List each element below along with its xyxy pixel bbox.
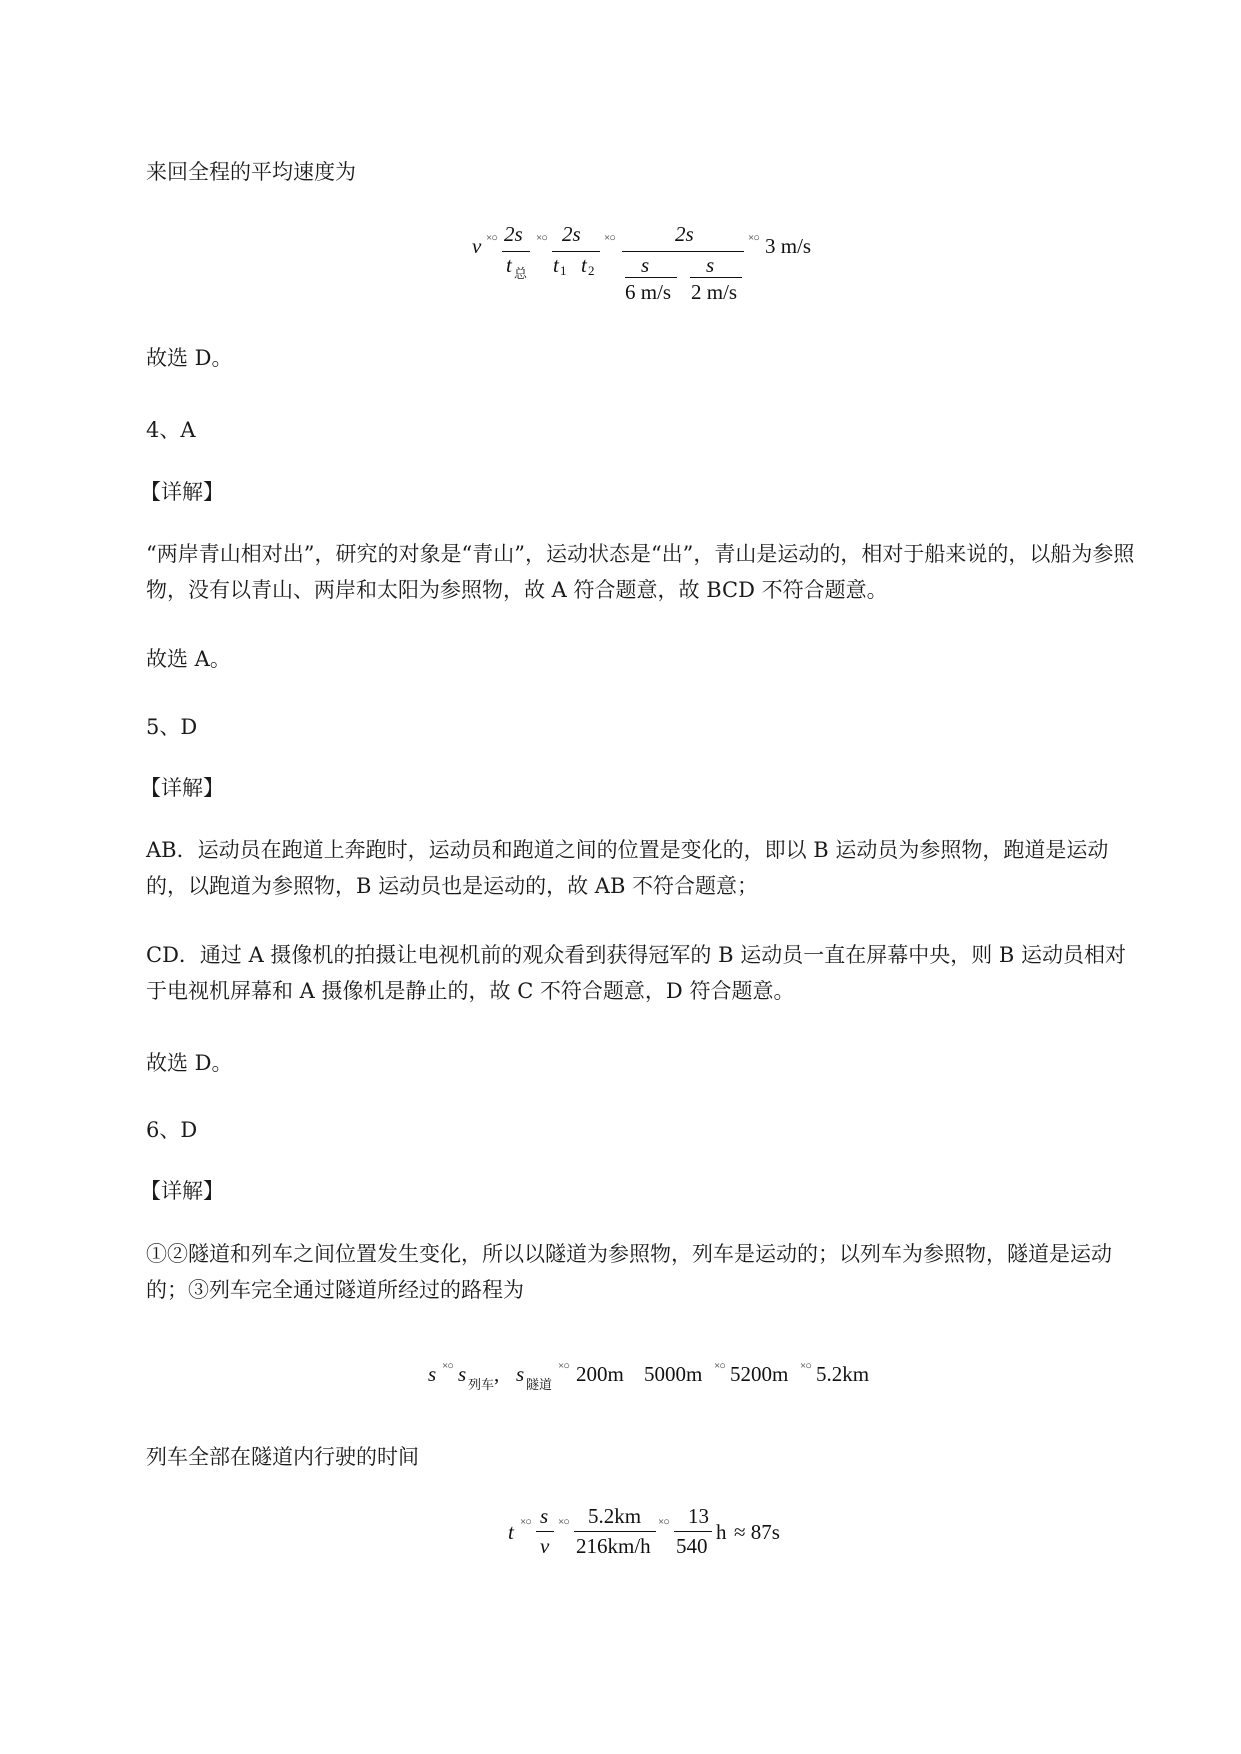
equation-average-speed [470,220,830,304]
eq1-s-2: s [706,253,715,277]
eq1-t1-sub: 1 [560,263,567,278]
eq1-bar-3b [690,277,742,278]
eq3-num: 5.2km [588,1504,642,1528]
text-intro-average-speed: 来回全程的平均速度为 [146,160,356,184]
eq3-junk-3: ×○ [658,1516,669,1528]
eq1-junk-3: ×○ [604,232,615,244]
eq3-bar-1 [536,1531,554,1532]
eq1-bar-2 [552,251,600,252]
equation-distance [428,1358,888,1398]
equation-time [508,1502,808,1572]
eq3-t: t [508,1520,514,1544]
eq1-junk-4: ×○ [748,232,759,244]
eq1-junk-1: ×○ [486,232,497,244]
answer-4: 4、A [146,418,196,442]
eq2-s: s [428,1362,437,1386]
eq3-frac-den: 540 [676,1534,708,1558]
eq3-den: 216km/h [576,1534,651,1558]
text-question-6-detail: ①②隧道和列车之间位置发生变化，所以以隧道为参照物，列车是运动的；以列车为参照物，隧道是运动的；③列车完全通过隧道所经过的路程为 [146,1242,1112,1302]
eq1-den-1: 6 m/s [625,280,672,304]
eq2-s-tunnel: s [516,1362,525,1386]
eq2-value-4: 5.2km [816,1362,870,1386]
detail-heading-4: 【详解】 [140,480,224,504]
eq2-junk-2: ×○ [558,1360,569,1372]
detail-heading-5: 【详解】 [140,776,224,800]
eq3-h: h [716,1520,727,1544]
eq1-t2: t [581,253,587,277]
answer-5: 5、D [146,715,198,739]
eq2-plus-mark: , [494,1362,500,1386]
eq3-frac-num: 13 [688,1504,709,1528]
eq1-v: v [472,234,482,258]
eq3-bar-3 [674,1531,712,1532]
eq1-t-total: t [506,253,512,277]
text-choose-a: 故选 A。 [146,647,231,671]
eq2-s-tunnel-sub: 隧道 [526,1377,553,1392]
eq1-bar-3 [622,251,744,252]
text-question-4-detail: “两岸青山相对出”，研究的对象是“青山”，运动状态是“出”，青山是运动的，相对于船来说的，以船为参照物，没有以青山、两岸和太阳为参照物，故 A 符合题意，故 BCD 不符合题意。 [146,542,1135,602]
eq2-junk-4: ×○ [800,1360,811,1372]
eq3-approx: ≈ 87s [734,1520,780,1544]
detail-heading-6: 【详解】 [140,1179,224,1203]
eq1-junk-2: ×○ [536,232,547,244]
text-question-5-ab: AB．运动员在跑道上奔跑时，运动员和跑道之间的位置是变化的，即以 B 运动员为参照物，跑道是运动的，以跑道为参照物，B 运动员也是运动的，故 AB 不符合题意； [146,838,1109,898]
eq2-s-train-sub: 列车 [468,1377,495,1392]
eq1-den-2: 2 m/s [691,280,738,304]
text-time-in-tunnel: 列车全部在隧道内行驶的时间 [146,1445,419,1469]
eq1-result: 3 m/s [765,234,812,258]
eq3-s: s [540,1504,549,1528]
eq1-t2-sub: 2 [588,263,595,278]
eq2-value-2: 5000m [644,1362,703,1386]
eq3-bar-2 [574,1531,656,1532]
eq2-junk-1: ×○ [442,1360,453,1372]
eq3-v: v [540,1534,550,1558]
eq1-num-1: 2s [504,222,523,246]
eq1-t-total-sub: 总 [514,266,528,281]
eq1-bar-1 [502,251,530,252]
eq1-bar-3a [625,277,677,278]
text-choose-d-2: 故选 D。 [146,1051,233,1075]
eq1-s-1: s [641,253,650,277]
eq2-value-1: 200m [576,1362,624,1386]
answer-6: 6、D [146,1118,198,1142]
text-choose-d-1: 故选 D。 [146,346,233,370]
eq2-s-train: s [458,1362,467,1386]
eq1-t1: t [553,253,559,277]
eq1-num-2: 2s [562,222,581,246]
eq3-junk-1: ×○ [520,1516,531,1528]
eq2-value-3: 5200m [730,1362,789,1386]
text-question-5-cd: CD．通过 A 摄像机的拍摄让电视机前的观众看到获得冠军的 B 运动员一直在屏幕中央，则 B 运动员相对于电视机屏幕和 A 摄像机是静止的，故 C 不符合题意，D 符合题意。 [146,943,1126,1003]
eq2-junk-3: ×○ [714,1360,725,1372]
eq1-num-3: 2s [675,222,694,246]
eq3-junk-2: ×○ [558,1516,569,1528]
